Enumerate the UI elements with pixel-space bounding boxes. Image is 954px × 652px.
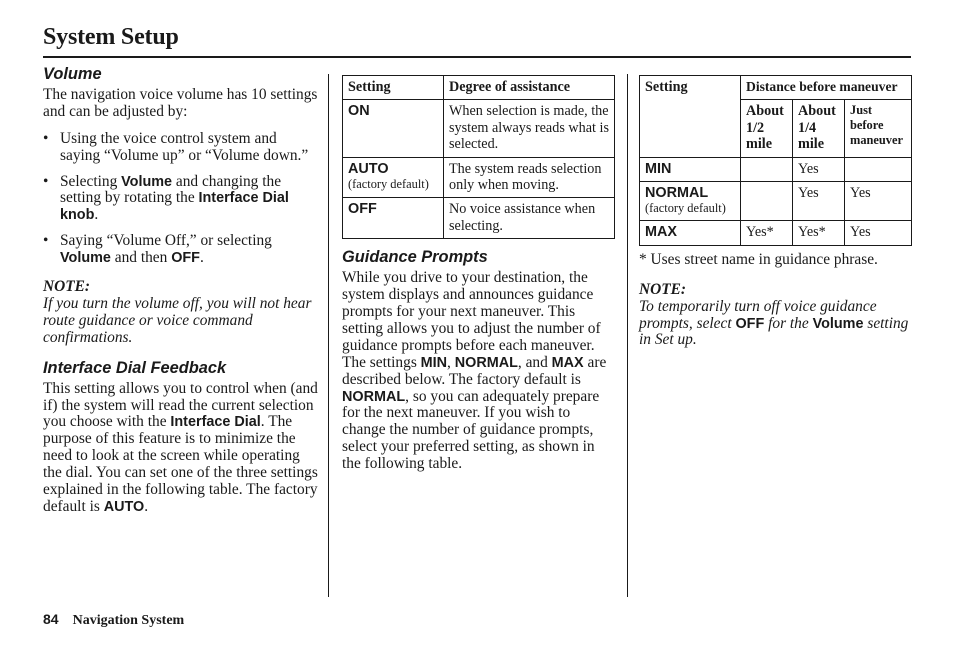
text-run: for the xyxy=(764,314,813,332)
subheader-half-mile: About 1/2 mile xyxy=(741,100,793,157)
interface-dial-text xyxy=(43,381,318,516)
column-divider-right xyxy=(627,74,628,597)
table-row xyxy=(343,157,615,198)
key-normal: NORMAL xyxy=(454,354,518,371)
volume-method-off xyxy=(43,233,318,267)
volume-note-text: If you turn the volume off, you will not hear route guidance or voice command confirmations. xyxy=(43,294,312,346)
bullet-icon: • xyxy=(43,172,49,190)
text-run: , and xyxy=(517,353,552,371)
setting-cell xyxy=(343,100,444,157)
cell-just-before xyxy=(845,157,912,181)
key-max: MAX xyxy=(551,354,584,371)
setting-name: MAX xyxy=(645,224,677,241)
cell-quarter-mile: Yes* xyxy=(793,221,845,245)
volume-method-voice-text: Using the voice control system and saying “Volume up” or “Volume down.” xyxy=(60,129,309,164)
key-normal-default: NORMAL xyxy=(342,388,406,405)
key-off: OFF xyxy=(735,315,765,332)
column-distance xyxy=(639,75,914,349)
cell-just-before: Yes xyxy=(845,182,912,221)
distance-footnote: * Uses street name in guidance phrase. xyxy=(639,250,878,268)
assistance-table xyxy=(342,75,615,239)
header-degree: Degree of assistance xyxy=(444,76,615,100)
setting-name: AUTO xyxy=(348,160,389,177)
setting-cell xyxy=(640,157,741,181)
volume-method-dial xyxy=(43,174,318,225)
cell-half-mile: Yes* xyxy=(741,221,793,245)
volume-heading: Volume xyxy=(43,65,102,83)
text-run: . xyxy=(199,249,204,267)
table-row xyxy=(640,221,912,245)
subheader-quarter-mile: About 1/4 mile xyxy=(793,100,845,157)
table-row xyxy=(343,100,615,157)
table-row xyxy=(640,157,912,181)
key-volume: Volume xyxy=(121,173,173,190)
text-run: and then xyxy=(110,249,172,267)
key-volume: Volume xyxy=(812,315,864,332)
bullet-icon: • xyxy=(43,129,49,147)
header-distance: Distance before maneuver xyxy=(741,76,912,100)
page-title: System Setup xyxy=(43,24,179,50)
setting-cell xyxy=(343,198,444,239)
guidance-text xyxy=(342,270,616,473)
cell-quarter-mile: Yes xyxy=(793,182,845,221)
text-run: . The purpose of this feature is to minimize the need to look at the screen while operating the dial. You can set one of the three settings explained in the following table. The factory default is xyxy=(43,413,318,515)
guidance-note-text xyxy=(639,299,914,350)
distance-table xyxy=(639,75,912,246)
guidance-note xyxy=(639,282,914,350)
page-number: 84 xyxy=(43,611,59,627)
column-guidance xyxy=(342,75,616,473)
text-run: While you drive to your destination, the system displays and announces guidance prompts for your next maneuver. This setting allows you to adjust the number of guidance prompts before each maneuver. The settings xyxy=(342,269,601,371)
subheader-just-before: Just before maneuver xyxy=(845,100,912,157)
cell-half-mile xyxy=(741,157,793,181)
key-volume: Volume xyxy=(60,250,111,267)
column-divider-left xyxy=(328,74,329,597)
text-run: , so you can adequately prepare for the next maneuver. If you wish to change the number of guidance prompts, select your preferred setting, as shown in the following table. xyxy=(342,387,600,473)
title-rule xyxy=(43,56,911,58)
volume-note-label: NOTE: xyxy=(43,278,91,296)
footer-label: Navigation System xyxy=(72,613,185,628)
setting-cell xyxy=(640,221,741,245)
assistance-table-header xyxy=(343,76,615,100)
volume-method-voice xyxy=(43,131,318,165)
text-run: Saying “Volume Off,” or selecting xyxy=(60,232,272,250)
setting-sub: (factory default) xyxy=(645,201,726,216)
key-interface-dial: Interface Dial xyxy=(170,414,261,431)
text-run: This setting allows you to control when (and if) the system will read the current selection you choose with the xyxy=(43,379,318,431)
cell-just-before: Yes xyxy=(845,221,912,245)
guidance-note-label: NOTE: xyxy=(639,280,687,298)
volume-intro: The navigation voice volume has 10 settings and can be adjusted by: xyxy=(43,85,318,120)
description-cell: The system reads selection only when moving. xyxy=(444,157,615,198)
header-setting-label: Setting xyxy=(645,79,688,95)
setting-sub: (factory default) xyxy=(348,177,429,192)
key-off: OFF xyxy=(171,250,200,267)
setting-name: OFF xyxy=(348,201,377,218)
text-run: , xyxy=(447,353,455,371)
guidance-heading: Guidance Prompts xyxy=(342,248,488,267)
setting-name: MIN xyxy=(645,160,672,177)
distance-table-header xyxy=(640,76,912,100)
description-cell: When selection is made, the system always reads what is selected. xyxy=(444,100,615,157)
key-auto: AUTO xyxy=(103,498,145,515)
column-volume xyxy=(43,66,318,516)
text-run: setting in Set up. xyxy=(639,314,909,349)
cell-half-mile xyxy=(741,182,793,221)
setting-name: ON xyxy=(348,103,370,120)
bullet-icon: • xyxy=(43,232,49,250)
setting-name: NORMAL xyxy=(645,185,709,202)
table-row xyxy=(343,198,615,239)
page-footer xyxy=(43,611,184,629)
text-run: To temporarily turn off voice guidance prompts, select xyxy=(639,297,877,332)
text-run: are described below. The factory default is xyxy=(342,353,607,388)
text-run: . xyxy=(144,497,149,515)
setting-cell xyxy=(640,182,741,221)
key-min: MIN xyxy=(420,354,448,371)
header-setting: Setting xyxy=(343,76,444,100)
text-run: and changing the setting by rotating the xyxy=(60,172,282,207)
header-setting xyxy=(640,76,741,158)
cell-quarter-mile: Yes xyxy=(793,157,845,181)
table-row xyxy=(640,182,912,221)
interface-dial-heading: Interface Dial Feedback xyxy=(43,358,227,377)
description-cell: No voice assistance when selecting. xyxy=(444,198,615,239)
volume-methods-list xyxy=(43,131,318,267)
volume-note xyxy=(43,279,318,347)
text-run: . xyxy=(94,206,99,224)
key-interface-dial-knob: Interface Dial knob xyxy=(60,190,289,224)
setting-cell xyxy=(343,157,444,198)
text-run: Selecting xyxy=(60,172,122,190)
